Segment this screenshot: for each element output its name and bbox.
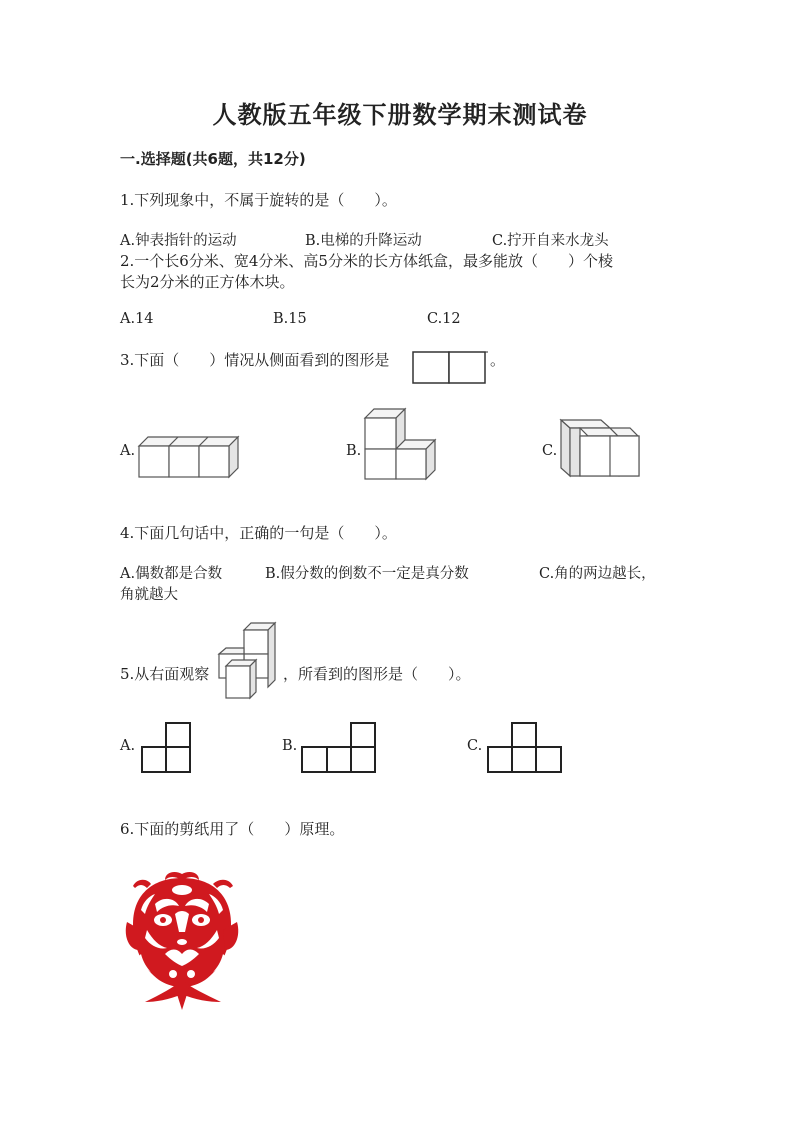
question-3: 3.下面（ ）情况从侧面看到的图形是 xyxy=(120,351,390,369)
question-6: 6.下面的剪纸用了（ ）原理。 xyxy=(120,820,345,838)
q2-option-c: C.12 xyxy=(427,311,461,327)
page-title: 人教版五年级下册数学期末测试卷 xyxy=(212,101,588,129)
q3-side-view-figure xyxy=(412,351,490,385)
section-heading: 一.选择题(共6题，共12分) xyxy=(120,150,306,168)
q1-option-a: A.钟表指针的运动 xyxy=(120,233,237,249)
q5-option-b-figure xyxy=(300,721,380,777)
q4-option-b: B.假分数的倒数不一定是真分数 xyxy=(265,566,469,582)
question-3-end: 。 xyxy=(490,351,506,369)
q3-option-a-label: A. xyxy=(120,443,136,459)
q5-option-b-label: B. xyxy=(282,738,298,754)
question-2-line1: 2.一个长6分米、宽4分米、高5分米的长方体纸盒，最多能放（ ）个棱 xyxy=(120,252,613,270)
papercut-monkey-face-image xyxy=(125,870,240,1010)
q3-option-c-figure xyxy=(560,416,644,480)
q5-option-a-label: A. xyxy=(120,738,136,754)
q5-option-c-label: C. xyxy=(467,738,483,754)
question-5-end: ，所看到的图形是（ ）。 xyxy=(283,665,471,683)
question-4: 4.下面几句话中，正确的一句是（ ）。 xyxy=(120,524,397,542)
q5-option-a-figure xyxy=(140,721,194,777)
question-5: 5.从右面观察 xyxy=(120,665,210,683)
q2-option-b: B.15 xyxy=(273,311,307,327)
q4-option-c-continued: 角就越大 xyxy=(120,587,178,603)
q1-option-c: C.拧开自来水龙头 xyxy=(492,233,609,249)
q4-option-c: C.角的两边越长， xyxy=(539,566,656,582)
q3-option-b-figure xyxy=(363,407,437,481)
question-2-line2: 长为2分米的正方体木块。 xyxy=(120,273,295,291)
q4-option-a: A.偶数都是合数 xyxy=(120,566,223,582)
q5-cube-stack-figure xyxy=(218,622,280,700)
q2-option-a: A.14 xyxy=(120,311,154,327)
q3-option-a-figure xyxy=(138,434,242,480)
q3-option-c-label: C. xyxy=(542,443,558,459)
q5-option-c-figure xyxy=(486,721,566,777)
q3-option-b-label: B. xyxy=(346,443,362,459)
question-1: 1.下列现象中，不属于旋转的是（ ）。 xyxy=(120,191,397,209)
q1-option-b: B.电梯的升降运动 xyxy=(305,233,422,249)
